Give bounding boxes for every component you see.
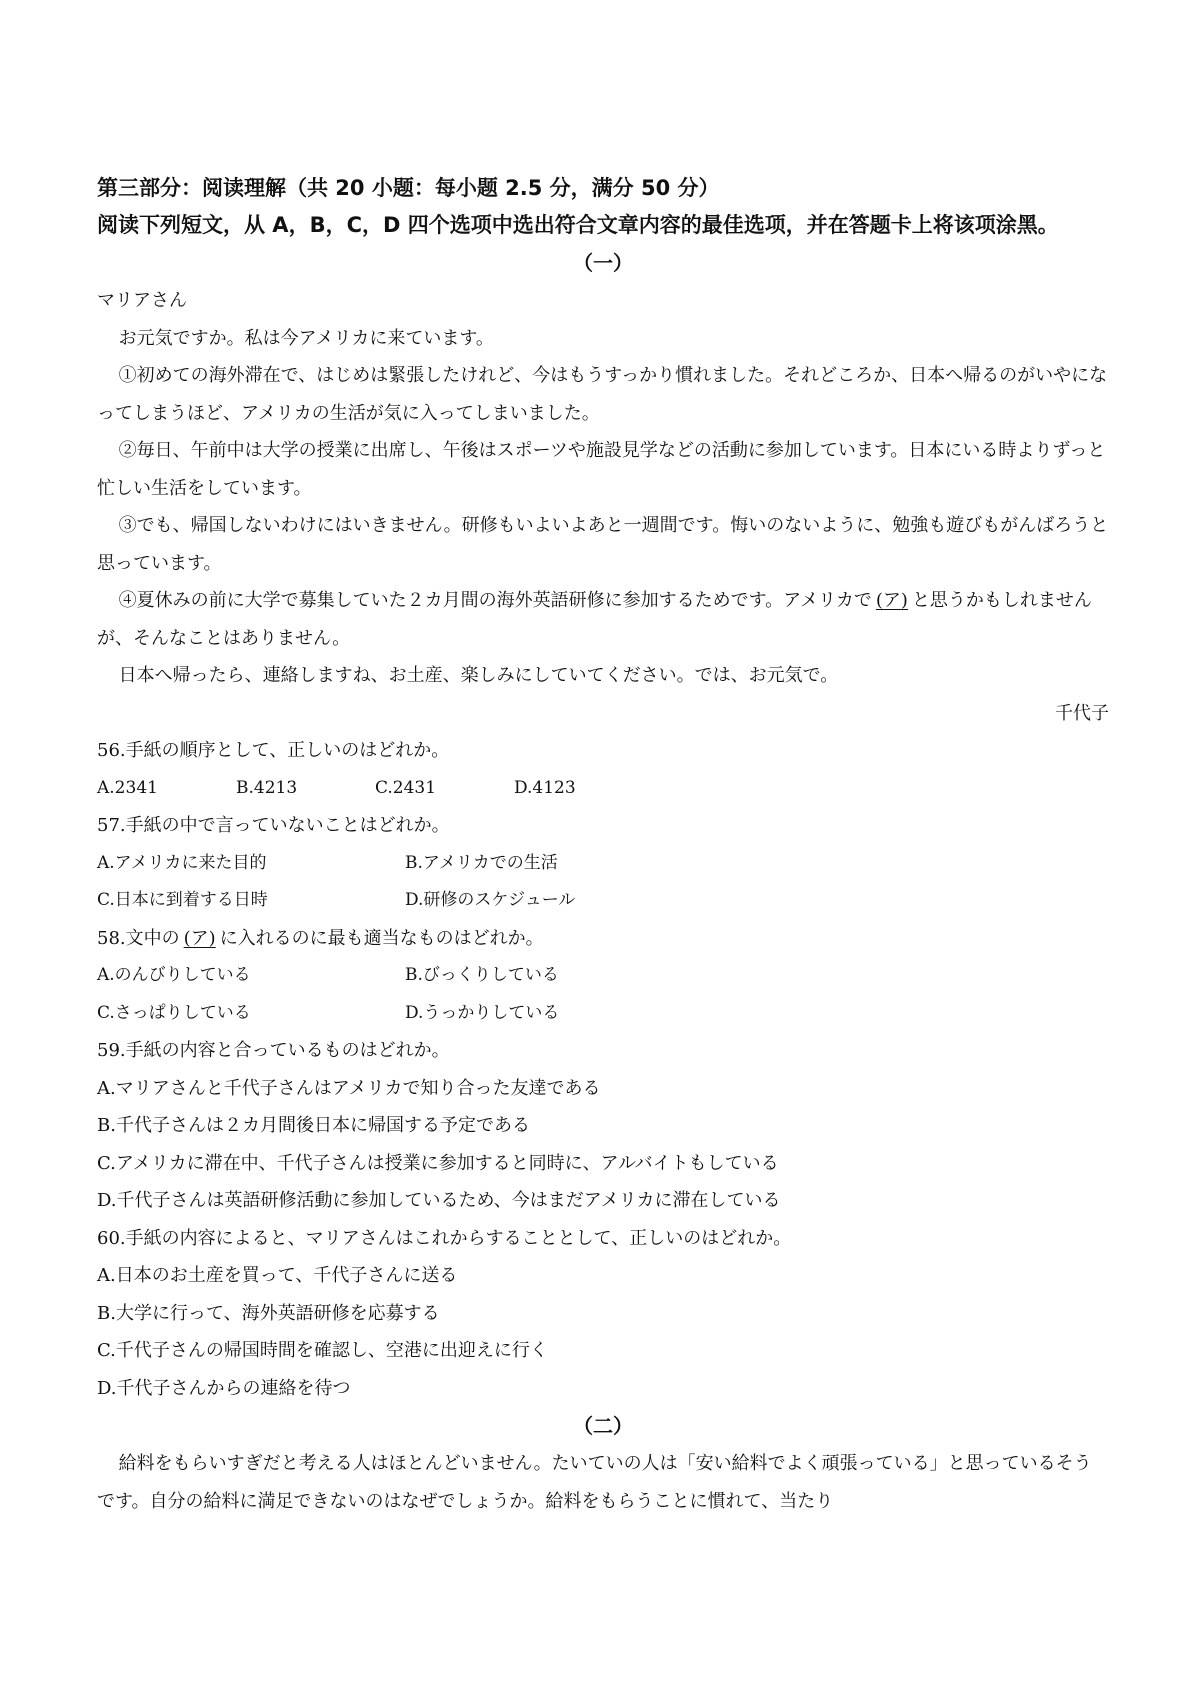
part-title: 第三部分：阅读理解（共 20 小题：每小题 2.5 分，满分 50 分） xyxy=(97,176,720,200)
question-58 xyxy=(97,920,1109,958)
q58-text-before: 58.文中の xyxy=(97,927,180,949)
q60-option-a: A.日本のお土産を買って、千代子さんに送る xyxy=(97,1265,458,1286)
q58-option-b: B.びっくりしている xyxy=(405,965,559,985)
letter-paragraph-2: ②毎日、午前中は大学の授業に出席し、午後はスポーツや施設見学などの活動に参加しています。日本にいる時よりずっと忙しい生活をしています。 xyxy=(97,440,1106,499)
letter-closing: 日本へ帰ったら、連絡しますね、お土産、楽しみにしていてください。では、お元気で。 xyxy=(118,665,839,686)
q59-option-b: B.千代子さんは２カ月間後日本に帰国する予定である xyxy=(97,1115,530,1136)
q56-option-d: D.4123 xyxy=(514,777,576,798)
letter-paragraph-1: ①初めての海外滞在で、はじめは緊張したけれど、今はもうすっかり慣れました。それどころか、日本へ帰るのがいやになってしまうほど、アメリカの生活が気に入ってしまいました。 xyxy=(97,365,1108,424)
q58-blank: (ア) xyxy=(183,927,216,949)
letter-paragraph-4 xyxy=(97,582,1109,657)
letter-signature: 千代子 xyxy=(1055,702,1109,724)
q59-option-c: C.アメリカに滞在中、千代子さんは授業に参加すると同時に、アルバイトもしている xyxy=(97,1152,779,1174)
q60-option-c: C.千代子さんの帰国時間を確認し、空港に出迎えに行く xyxy=(97,1340,548,1361)
question-56: 56.手紙の順序として、正しいのはどれか。 xyxy=(97,740,450,761)
question-58-options-row-2 xyxy=(97,995,1109,1033)
question-59: 59.手紙の内容と合っているものはどれか。 xyxy=(97,1040,450,1061)
q58-option-d: D.うっかりしている xyxy=(405,1002,560,1023)
letter-greeting: お元気ですか。私は今アメリカに来ています。 xyxy=(118,327,494,349)
letter-paragraph-3: ③でも、帰国しないわけにはいきません。研修もいよいよあと一週間です。悔いのないように、勉強も遊びもがんばろうと思っています。 xyxy=(97,515,1109,574)
q56-option-c: C.2431 xyxy=(375,777,437,798)
q57-option-a: A.アメリカに来た目的 xyxy=(97,852,267,873)
instruction: 阅读下列短文，从 A，B，C，D 四个选项中选出符合文章内容的最佳选项，并在答题卡上将该项涂黑。 xyxy=(97,213,1059,237)
letter-salutation: マリアさん xyxy=(97,290,187,311)
q58-option-c: C.さっぱりしている xyxy=(97,1002,251,1023)
passage-1-number: （一） xyxy=(573,251,633,275)
question-57: 57.手紙の中で言っていないことはどれか。 xyxy=(97,815,450,836)
q60-option-b: B.大学に行って、海外英語研修を応募する xyxy=(97,1302,440,1324)
q58-option-a: A.のんびりしている xyxy=(97,965,251,985)
question-56-options xyxy=(97,770,1109,808)
question-57-options-row-2 xyxy=(97,882,1109,920)
q56-option-a: A.2341 xyxy=(97,777,158,798)
blank-a: (ア) xyxy=(875,590,908,611)
passage-2-paragraph-1: 給料をもらいすぎだと考える人はほとんどいません。たいていの人は「安い給料でよく頑張っている」と思っているそうです。自分の給料に満足できないのはなぜでしょうか。給料をもらうことに慣れて、当たり xyxy=(97,1453,1092,1512)
paragraph-4-text-after: と思うかもしれませんが、そんなことはありません。 xyxy=(97,590,1092,649)
question-60: 60.手紙の内容によると、マリアさんはこれからすることとして、正しいのはどれか。 xyxy=(97,1227,792,1249)
passage-2-number: （二） xyxy=(573,1414,633,1438)
paragraph-4-text-before: ④夏休みの前に大学で募集していた２カ月間の海外英語研修に参加するためです。アメリカで xyxy=(118,590,872,611)
q59-option-a: A.マリアさんと千代子さんはアメリカで知り合った友達である xyxy=(97,1077,601,1099)
q56-option-b: B.4213 xyxy=(236,777,298,798)
question-58-options-row-1 xyxy=(97,957,1109,995)
q57-option-d: D.研修のスケジュール xyxy=(405,890,576,910)
q57-option-c: C.日本に到着する日時 xyxy=(97,890,268,910)
q57-option-b: B.アメリカでの生活 xyxy=(405,852,558,873)
q60-option-d: D.千代子さんからの連絡を待つ xyxy=(97,1377,351,1399)
exam-page xyxy=(97,170,1109,1520)
q59-option-d: D.千代子さんは英語研修活動に参加しているため、今はまだアメリカに滞在している xyxy=(97,1190,781,1211)
question-57-options-row-1 xyxy=(97,845,1109,883)
q58-text-after: に入れるのに最も適当なものはどれか。 xyxy=(219,927,544,949)
